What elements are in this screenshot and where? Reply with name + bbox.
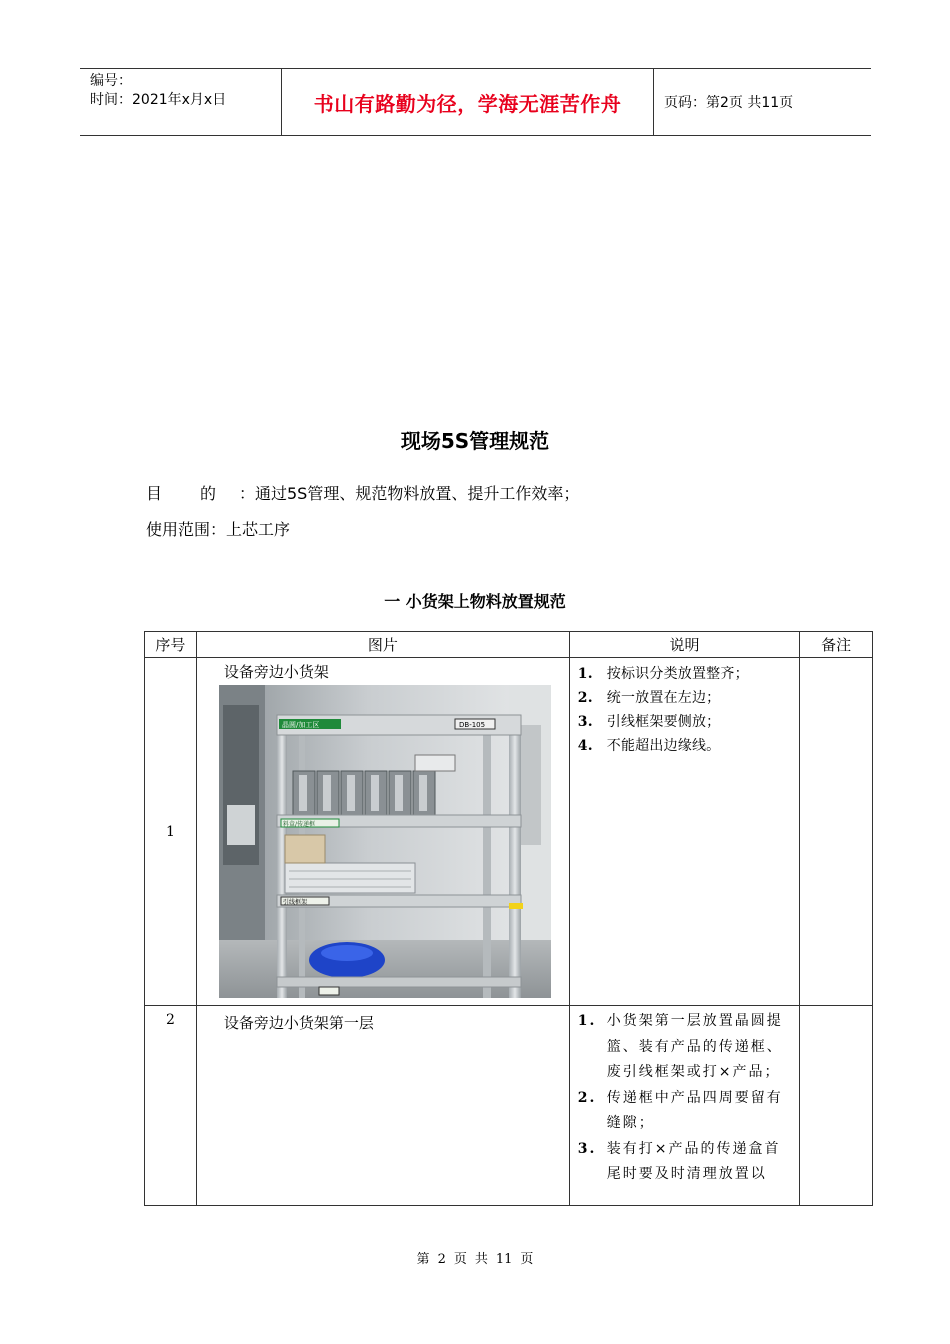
description-cell xyxy=(569,658,799,1006)
list-item: 2. 统一放置在左边； xyxy=(577,690,721,706)
description-list xyxy=(570,1006,799,1188)
picture-cell xyxy=(196,1006,569,1206)
table-header-row xyxy=(145,632,873,658)
purpose-label-2: 的 xyxy=(200,484,217,503)
shelf-tag-low: 引线框架 xyxy=(282,899,307,906)
header-no: 序号 xyxy=(145,632,197,658)
list-item: 4. 不能超出边缘线。 xyxy=(577,738,721,754)
list-item: 1. 按标识分类放置整齐； xyxy=(577,666,749,682)
header-picture: 图片 xyxy=(196,632,569,658)
description-list xyxy=(570,658,799,758)
footer-current-page: 2 xyxy=(437,1252,446,1267)
table-row xyxy=(145,658,873,1006)
picture-caption: 设备旁边小货架 xyxy=(223,663,329,681)
shelf-tag-top: 晶圆/加工区 xyxy=(281,721,320,729)
doc-date-label: 时间：2021年x月x日 xyxy=(90,92,227,108)
shelf-photo xyxy=(219,685,551,998)
note-cell xyxy=(800,1006,873,1206)
purpose-line xyxy=(146,481,579,504)
header-description: 说明 xyxy=(569,632,799,658)
header-left-cell xyxy=(80,69,282,135)
header-page-info: 页码：第2页 共11页 xyxy=(664,95,794,111)
list-item: 3. 引线框架要侧放； xyxy=(577,714,721,730)
header-note: 备注 xyxy=(800,632,873,658)
header-motto: 书山有路勤为径，学海无涯苦作舟 xyxy=(282,69,654,135)
note-cell xyxy=(800,658,873,1006)
page-footer: 第 2 页 共 11 页 xyxy=(416,1252,534,1267)
picture-caption: 设备旁边小货架第一层 xyxy=(223,1014,374,1032)
description-cell xyxy=(569,1006,799,1206)
document-title: 现场5S管理规范 xyxy=(400,429,550,453)
picture-cell xyxy=(196,658,569,1006)
shelf-tag-code: DB-105 xyxy=(458,721,485,729)
footer-total-pages: 11 xyxy=(495,1252,513,1267)
row-number: 2 xyxy=(145,1006,197,1206)
table-row xyxy=(145,1006,873,1206)
list-item: 1. 小货架第一层放置晶圆提篮、装有产品的传递框、废引线框架或打×产品； xyxy=(577,1013,783,1080)
purpose-text: ：通过5S管理、规范物料放置、提升工作效率； xyxy=(239,484,580,503)
purpose-label-1: 目 xyxy=(146,484,163,503)
list-item: 3. 装有打×产品的传递盒首尾时要及时清理放置以 xyxy=(577,1140,781,1182)
shelf-tag-mid: 料盒/传递框 xyxy=(282,821,315,828)
list-item: 2. 传递框中产品四周要留有缝隙； xyxy=(577,1089,783,1131)
rules-table xyxy=(144,631,873,1206)
header-table xyxy=(80,68,871,136)
scope-line: 使用范围：上芯工序 xyxy=(146,520,291,539)
doc-number-label: 编号： xyxy=(90,73,132,89)
section-title: 一 小货架上物料放置规范 xyxy=(384,592,566,611)
row-number: 1 xyxy=(145,658,197,1006)
